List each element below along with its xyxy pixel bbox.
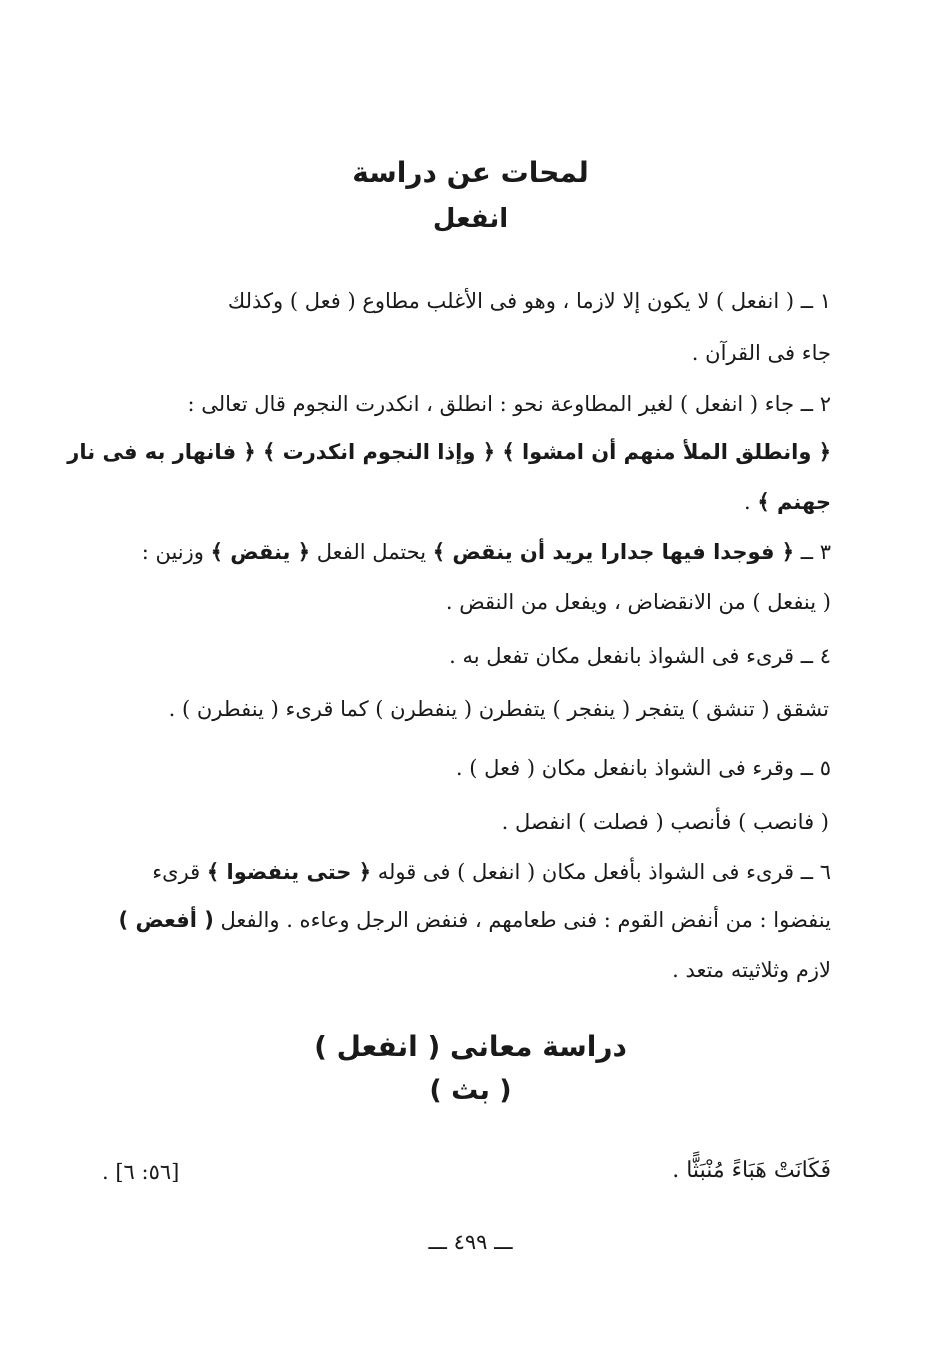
quran-quote-3-end: جهنم ﴾ — [757, 490, 831, 514]
paragraph-6-line-1 — [109, 860, 831, 885]
quran-quote-6: ﴿ حتى ينفضوا ﴾ — [206, 860, 372, 884]
text-segment: ٦ ــ قرىء فى الشواذ بأفعل مكان ( انفعل ) فى قوله — [371, 860, 831, 884]
item-number: ٣ ــ — [794, 540, 831, 564]
paragraph-4-line-2: تشقق ( تنشق ) يتفجر ( ينفجر ) يتفطرن ( ينفطرن ) كما قرىء ( ينفطرن ) . — [168, 697, 829, 721]
paragraph-1-line-1: ١ ــ ( انفعل ) لا يكون إلا لازما ، وهو فى الأغلب مطاوع ( فعل ) وكذلك — [227, 289, 831, 313]
page-number: ـــ ٤٩٩ ـــ — [428, 1230, 513, 1254]
paragraph-2-line-3 — [109, 490, 831, 515]
paragraph-2-line-2 — [67, 440, 831, 465]
text-segment: قرىء — [152, 860, 207, 884]
page-title: لمحات عن دراسة — [352, 156, 589, 189]
paragraph-6-line-3: لازم وثلاثيته متعد . — [672, 958, 831, 982]
quran-quote-4: ﴿ فوجدا فيها جدارا يريد أن ينقض ﴾ — [432, 540, 795, 564]
text-segment: يحتمل الفعل — [310, 540, 433, 564]
quran-verse: فَكَانَتْ هَبَاءً مُنْبَثًّا . — [672, 1158, 831, 1183]
paragraph-1-line-2: جاء فى القرآن . — [691, 341, 831, 365]
quran-quote-3: ﴿ فانهار به فى نار — [67, 440, 256, 464]
text-segment: وزنين : — [141, 540, 211, 564]
page-subtitle: انفعل — [432, 204, 509, 234]
bold-term: ( أفعض ) — [118, 908, 214, 932]
paragraph-2-line-1: ٢ ــ جاء ( انفعل ) لغير المطاوعة نحو : انطلق ، انكدرت النجوم قال تعالى : — [187, 392, 831, 416]
section-title: دراسة معانى ( انفعل ) — [314, 1030, 627, 1063]
paragraph-5-line-1: ٥ ــ وقرء فى الشواذ بانفعل مكان ( فعل ) . — [455, 756, 831, 780]
quran-quote-2: ﴿ وإذا النجوم انكدرت ﴾ — [263, 440, 496, 464]
text-segment: ينفضوا : من أنفض القوم : فنى طعامهم ، فنفض الرجل وعاءه . والفعل — [213, 908, 831, 932]
verse-reference: [٥٦: ٦] . — [102, 1160, 180, 1184]
paragraph-4-line-1: ٤ ــ قرىء فى الشواذ بانفعل مكان تفعل به . — [449, 644, 831, 668]
section-subtitle: ( بث ) — [429, 1075, 512, 1106]
sentence-end: . — [743, 490, 758, 514]
paragraph-3-line-2: ( ينفعل ) من الانقضاض ، ويفعل من النقض . — [445, 590, 831, 614]
paragraph-6-line-2 — [109, 908, 831, 933]
paragraph-5-line-2: ( فانصب ) فأنصب ( فصلت ) انفصل . — [501, 810, 829, 834]
paragraph-3-line-1 — [109, 540, 831, 565]
quran-quote-1: ﴿ وانطلق الملأ منهم أن امشوا ﴾ — [502, 440, 831, 464]
quran-quote-5: ﴿ ينقض ﴾ — [210, 540, 311, 564]
